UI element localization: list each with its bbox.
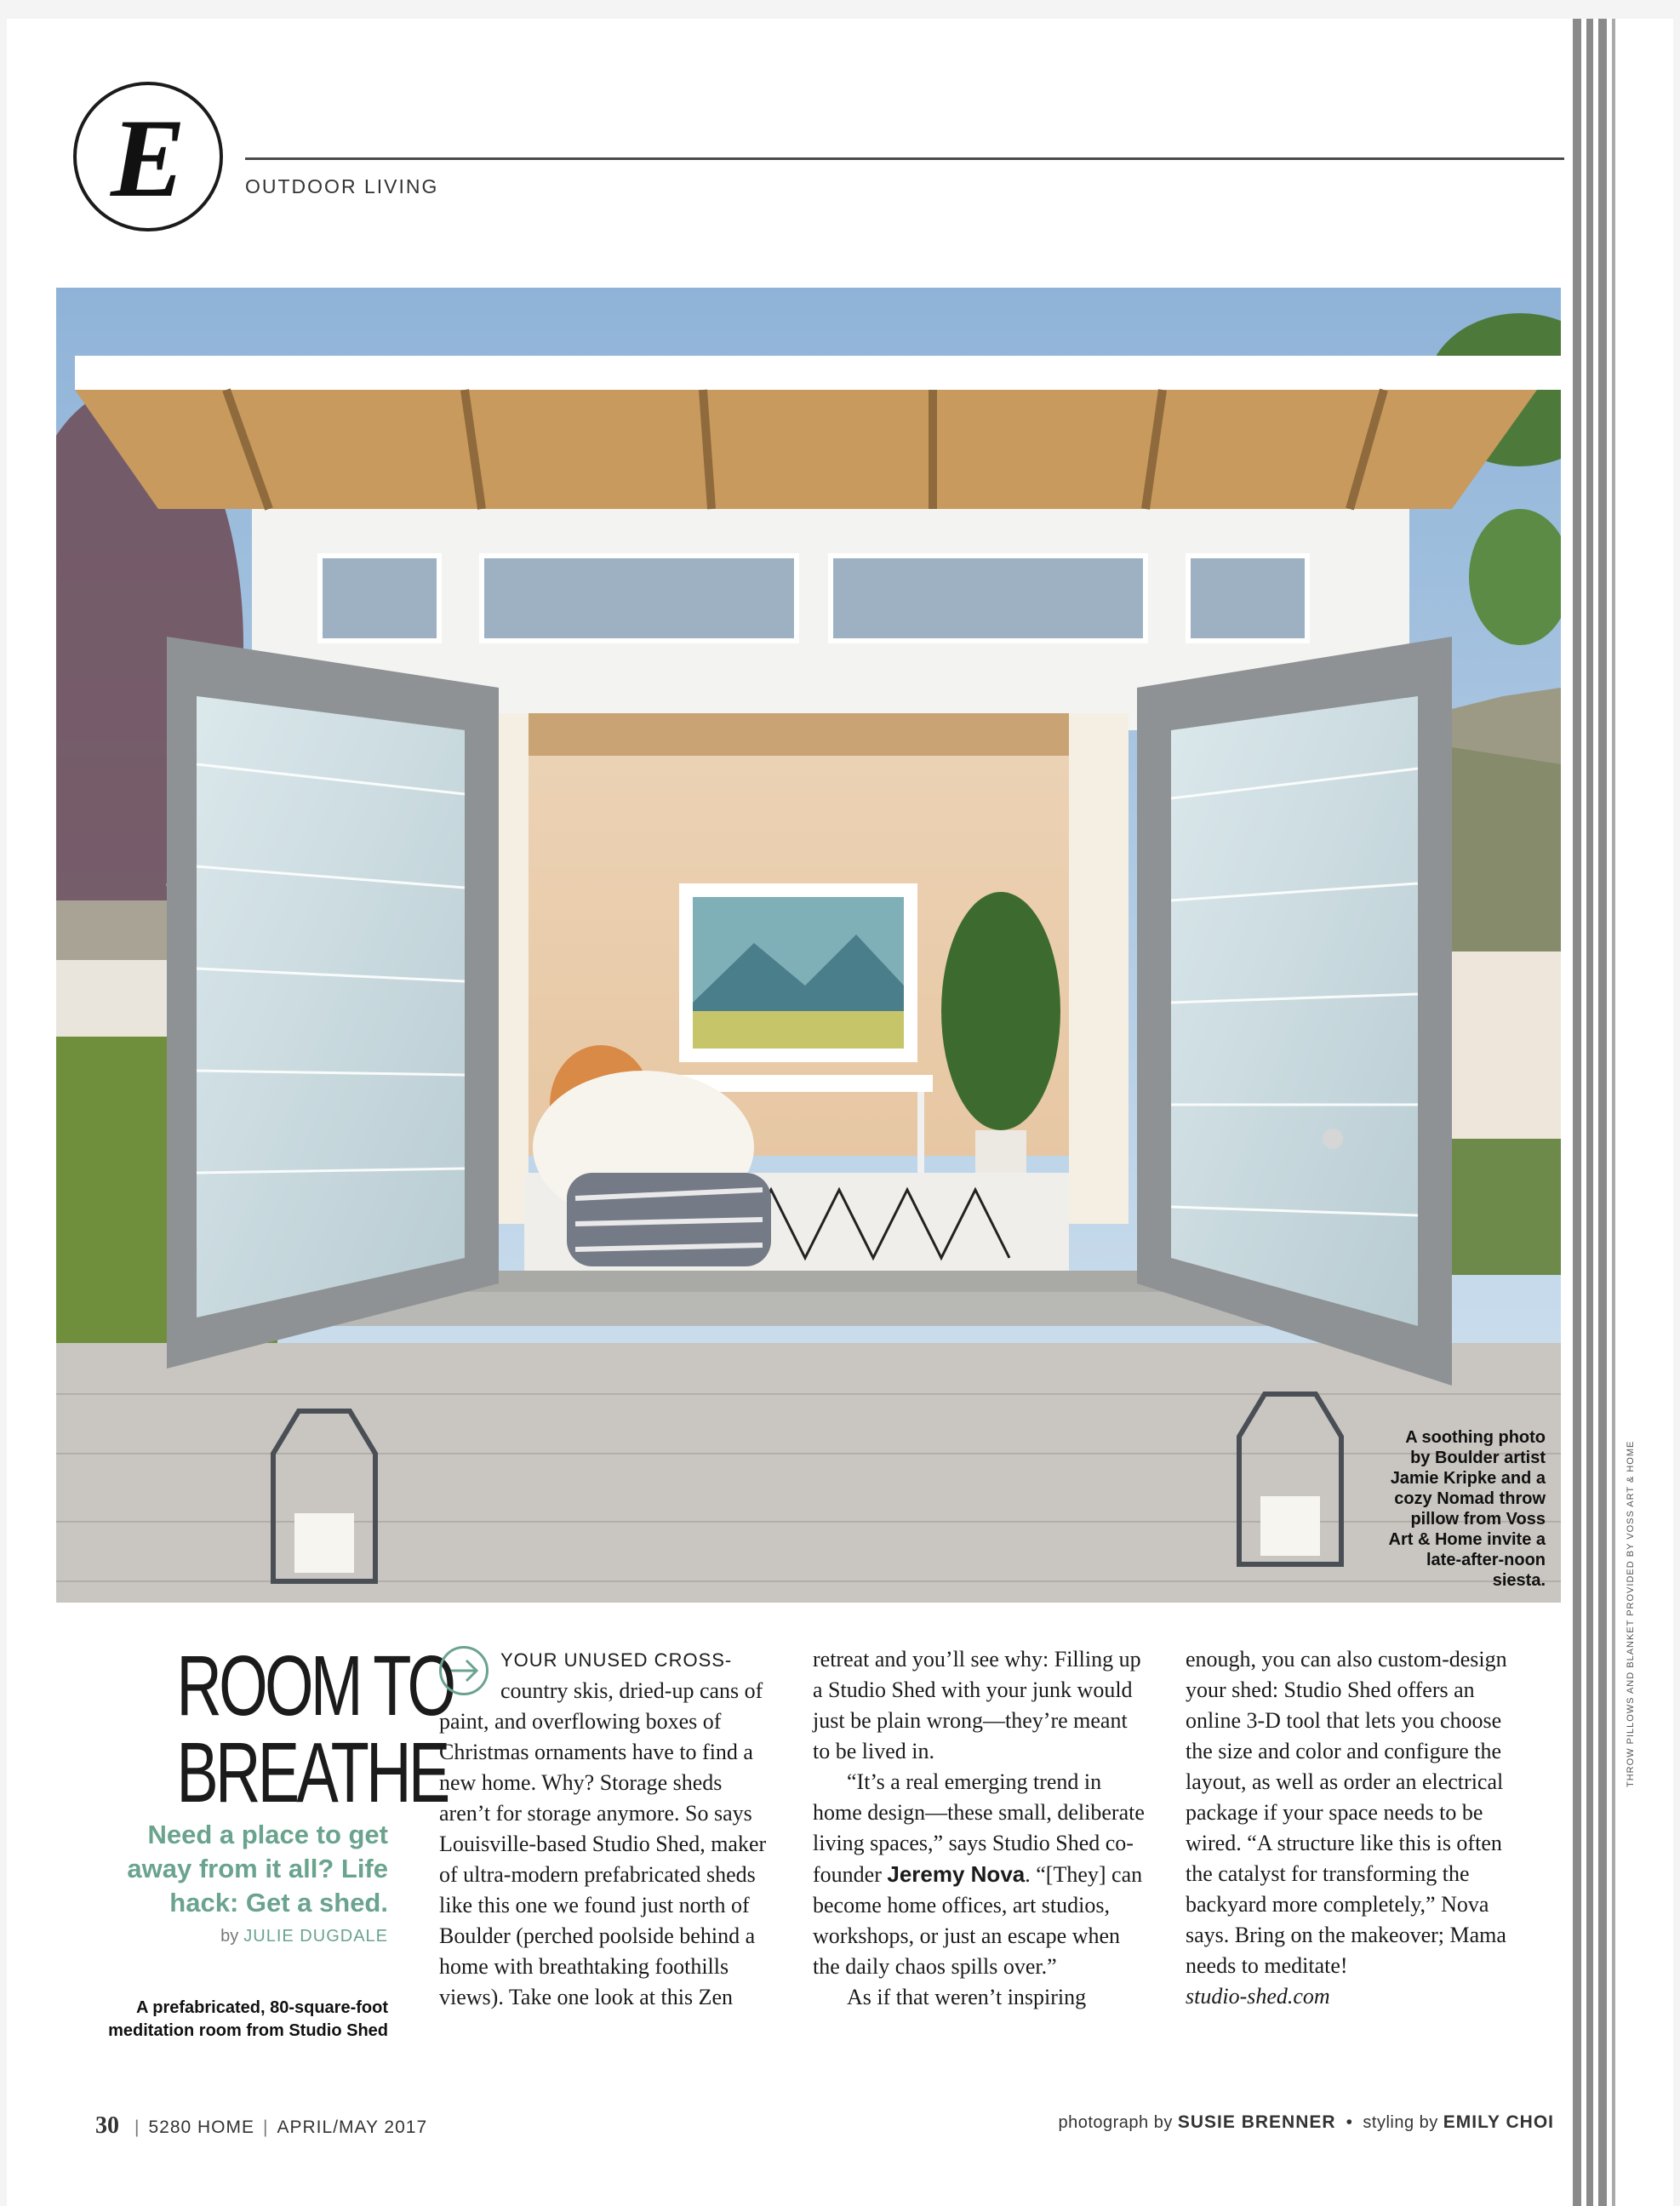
styling-credit-label: styling by bbox=[1363, 2113, 1438, 2132]
section-label: OUTDOOR LIVING bbox=[245, 175, 439, 197]
vertical-credit: THROW PILLOWS AND BLANKET PROVIDED BY VOSS ART & HOME bbox=[1626, 1440, 1636, 1787]
image-caption: A prefabricated, 80-square-foot meditation room from Studio Shed bbox=[108, 1998, 388, 2040]
quoted-person: Jeremy Nova bbox=[887, 1861, 1026, 1887]
publication-name: 5280 HOME bbox=[148, 2117, 255, 2137]
shed-photo bbox=[56, 288, 1561, 1603]
headline bbox=[176, 1638, 454, 1820]
arrow-right-icon bbox=[439, 1646, 489, 1695]
lead-caps: YOUR UNUSED CROSS- bbox=[500, 1649, 733, 1671]
header-rule bbox=[245, 157, 1564, 160]
col2-paragraph-1: retreat and you’ll see why: Filling up a Studio Shed with your junk would just be plain wrong—they’re meant to be lived in. bbox=[813, 1647, 1141, 1763]
photographer-name: SUSIE BRENNER bbox=[1177, 2112, 1336, 2132]
article-column-3 bbox=[1186, 1644, 1523, 2012]
edge-stripes bbox=[1573, 19, 1632, 2206]
byline-name: JULIE DUGDALE bbox=[243, 1927, 388, 1946]
article-column-2 bbox=[813, 1644, 1150, 2013]
stylist-name: EMILY CHOI bbox=[1443, 2112, 1554, 2132]
website-link[interactable]: studio-shed.com bbox=[1186, 1984, 1330, 2009]
photo-credit-label: photograph by bbox=[1058, 2113, 1173, 2132]
col2-p2-rest: . “[They] can become home offices, art studios, workshops, or just an escape when the daily chaos spills over.” bbox=[813, 1862, 1143, 1979]
deck: Need a place to get away from it all? Life hack: Get a shed. bbox=[127, 1820, 388, 1917]
col2-paragraph-2 bbox=[813, 1767, 1150, 1982]
section-logo bbox=[73, 82, 223, 231]
col1-body: country skis, dried-up cans of paint, and overflowing boxes of Christmas ornaments have to find a new home. Why? Storage sheds aren’t for storage anymore. So says Louisville-based Studio Shed, maker of ultra-modern prefabricated sheds like this one we found just north of Boulder (perched poolside behind a home with breathtaking foothills views). Take one look at this Zen bbox=[439, 1678, 767, 2009]
logo-letter: E bbox=[110, 95, 186, 220]
col2-paragraph-3: As if that weren’t inspiring bbox=[847, 1985, 1087, 2009]
headline-line-2: BREATHE bbox=[176, 1725, 448, 1820]
byline bbox=[94, 1927, 388, 1946]
issue-date: APRIL/MAY 2017 bbox=[277, 2117, 428, 2137]
footer-credits: photograph by SUSIE BRENNER • styling by EMILY CHOI bbox=[1058, 2112, 1554, 2132]
col3-body: enough, you can also custom-design your shed: Studio Shed offers an online 3-D tool that lets you choose the size and color and configure the layout, as well as order an electrical package if your space needs to be wired. “A structure like this is often the catalyst for transforming the backyard more completely,” Nova says. Bring on the makeover; Mama needs to meditate! bbox=[1186, 1647, 1507, 1978]
footer-folio: 30 | 5280 HOME | APRIL/MAY 2017 bbox=[95, 2112, 428, 2139]
article-column-1 bbox=[439, 1644, 776, 2013]
byline-prefix: by bbox=[220, 1927, 239, 1946]
page-number: 30 bbox=[95, 2112, 119, 2139]
headline-line-1: ROOM TO bbox=[176, 1638, 454, 1734]
photo-caption: A soothing photo by Boulder artist Jamie Kripke and a cozy Nomad throw pillow from Voss Art & Home invite a late-after-noon siesta. bbox=[1388, 1428, 1546, 1590]
col2-p2-text: “It’s a real emerging trend in home design—these small, deliberate living spaces,” says Studio Shed co-founder bbox=[813, 1769, 1145, 1887]
